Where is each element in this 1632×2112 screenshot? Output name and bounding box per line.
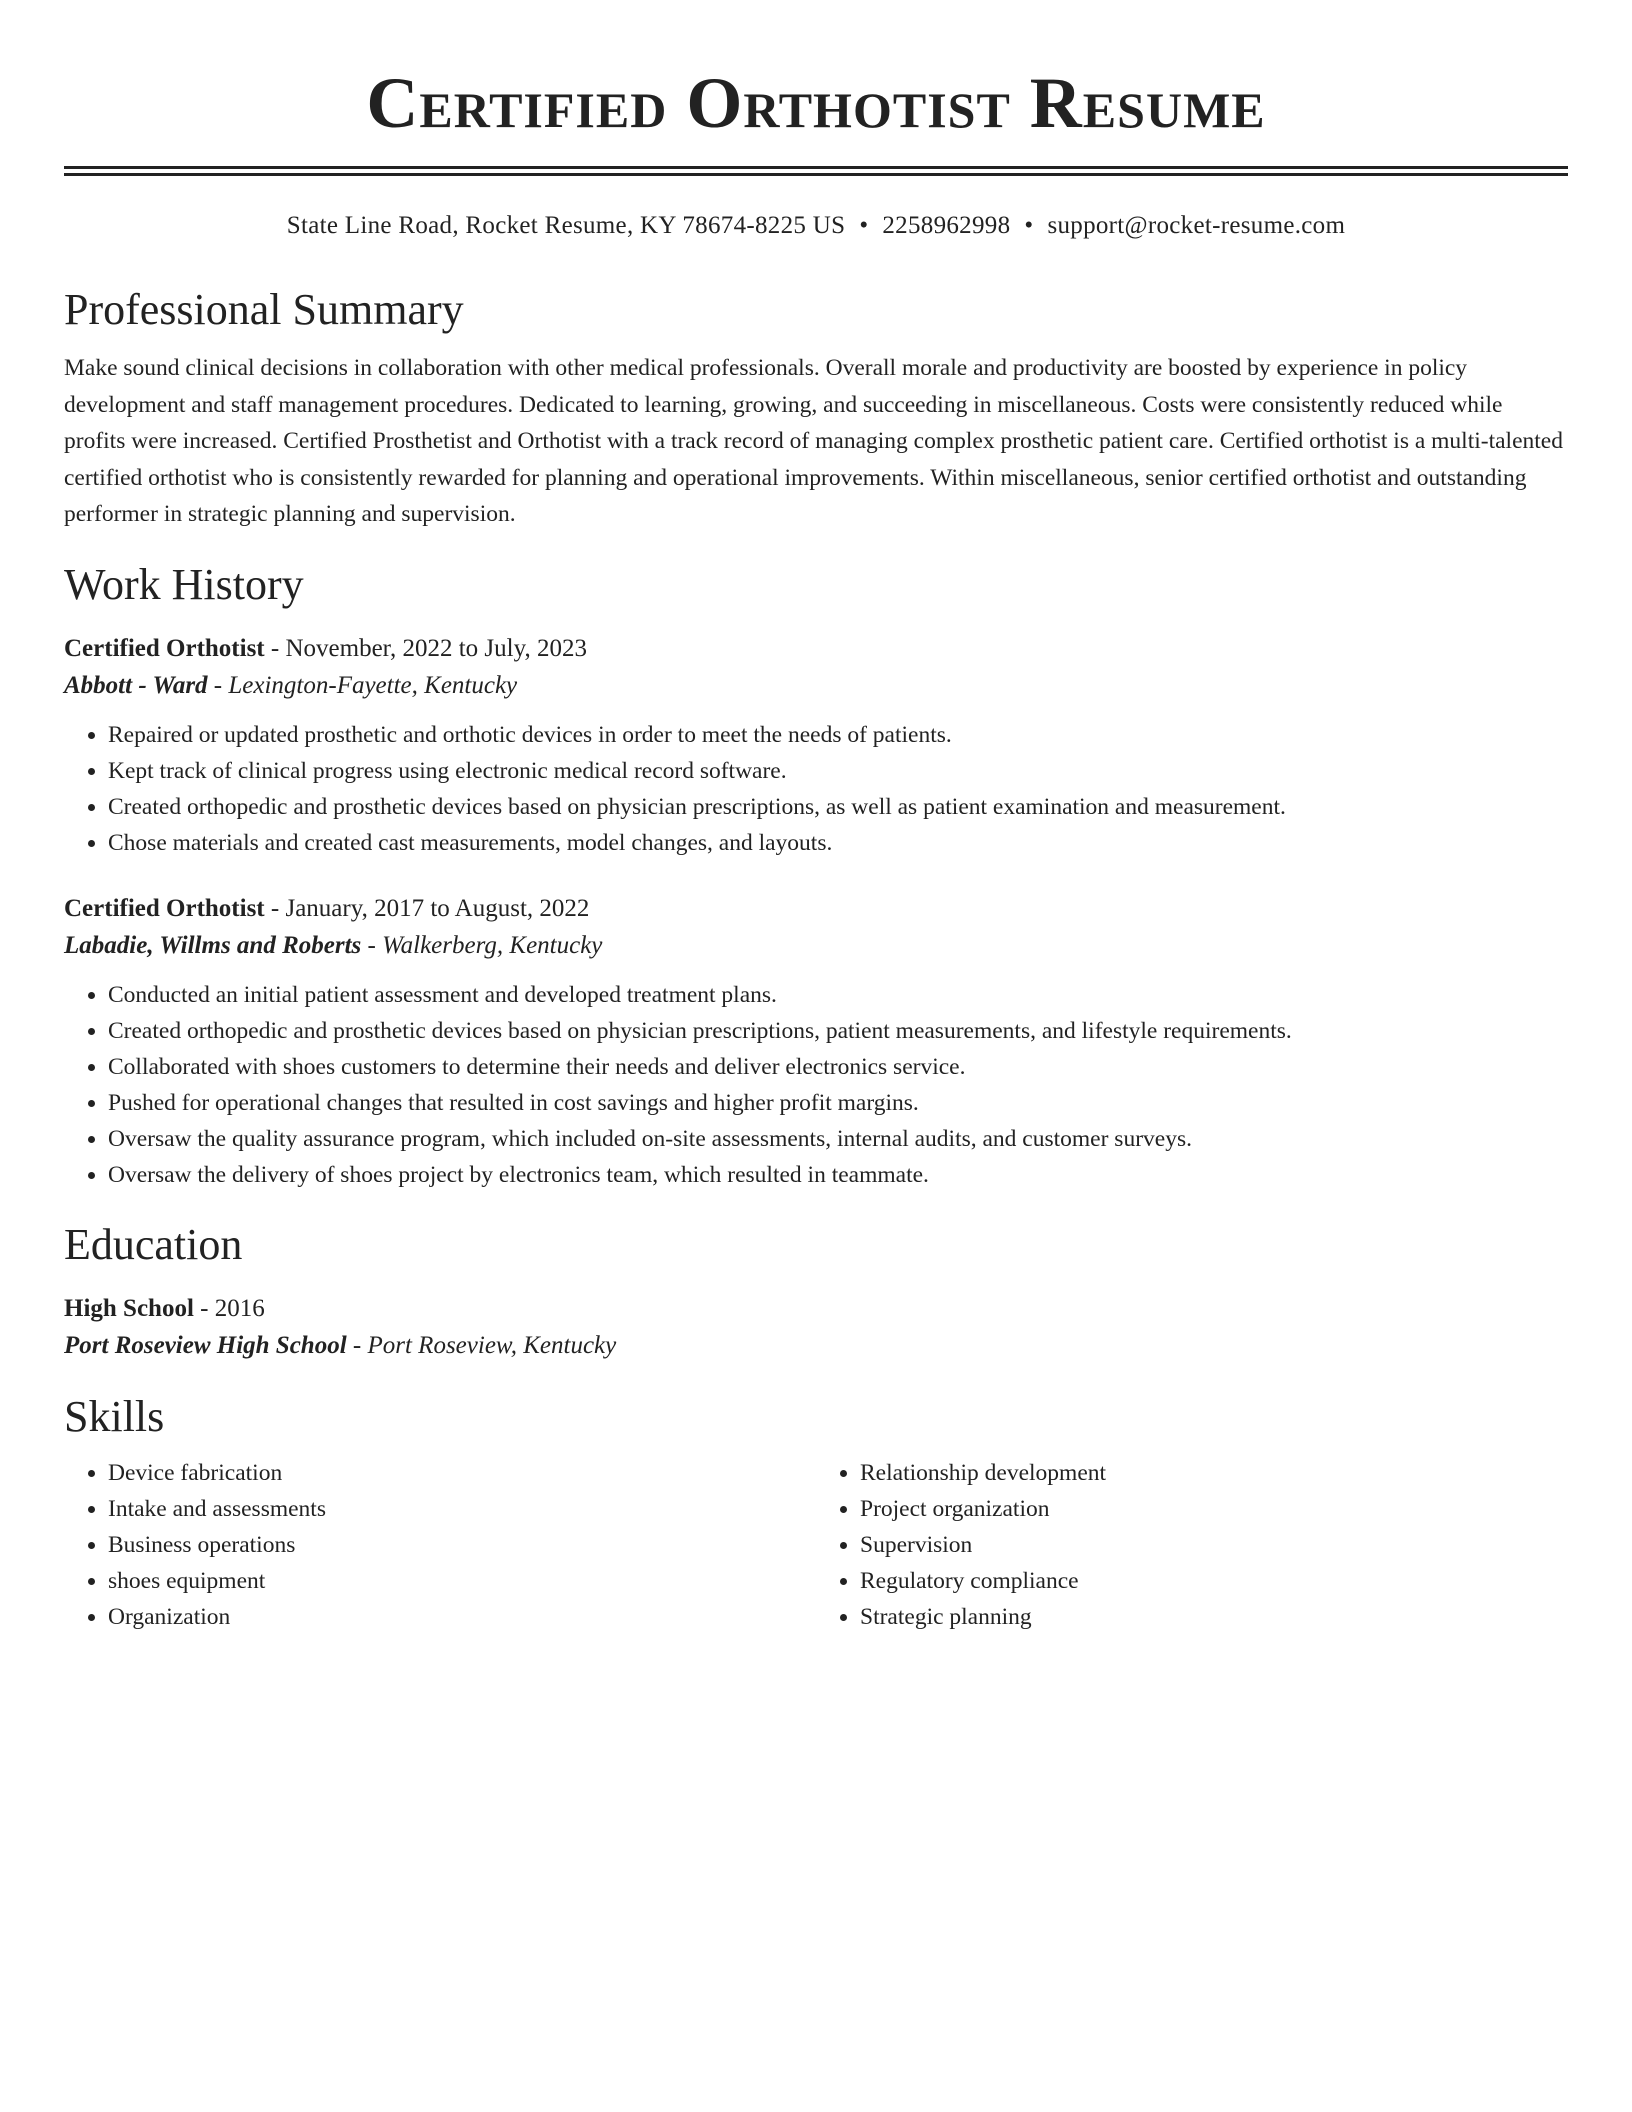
job-location: Lexington-Fayette, Kentucky xyxy=(228,671,518,699)
job-dates: January, 2017 to August, 2022 xyxy=(285,894,590,922)
company-line xyxy=(64,667,1568,705)
job-bullet: • Collaborated with shoes customers to determine their needs and deliver electronics service. xyxy=(108,1049,1568,1085)
skill-item: • shoes equipment xyxy=(108,1563,816,1599)
summary-heading: Professional Summary xyxy=(64,285,464,334)
dash-separator: - xyxy=(207,671,229,699)
job-bullet-list xyxy=(64,717,1568,861)
dash-separator: - xyxy=(346,1331,368,1359)
skills-grid xyxy=(64,1455,1568,1635)
resume-title: Certified Orthotist Resume xyxy=(366,63,1266,143)
skill-item: • Regulatory compliance xyxy=(860,1563,1568,1599)
dash-separator: - xyxy=(193,1294,215,1322)
skill-item: • Supervision xyxy=(860,1527,1568,1563)
skill-item: • Business operations xyxy=(108,1527,816,1563)
job-title: Certified Orthotist xyxy=(64,634,265,662)
contact-line xyxy=(64,210,1568,242)
skill-item: • Strategic planning xyxy=(860,1599,1568,1635)
job-title: Certified Orthotist xyxy=(64,894,265,922)
job-location: Walkerberg, Kentucky xyxy=(382,931,603,959)
summary-text: Make sound clinical decisions in collaboration with other medical professionals. Overall morale and productivity are boosted by experience in policy development and staff management procedures. Dedicated to learning, growing, and succeeding in miscellaneous. Costs were consistently reduced while profits were increased. Certified Prosthetist and Orthotist with a track record of managing complex prosthetic patient care. Certified orthotist is a multi-talented certified orthotist who is consistently rewarded for planning and operational improvements. Within miscellaneous, senior certified orthotist and outstanding performer in strategic planning and supervision. xyxy=(64,355,1563,527)
contact-phone: 2258962998 xyxy=(882,212,1011,239)
contact-separator: • xyxy=(1024,212,1034,239)
contact-email: support@rocket-resume.com xyxy=(1047,212,1346,239)
company-line xyxy=(64,927,1568,965)
dash-separator: - xyxy=(264,894,286,922)
education-school-line xyxy=(64,1327,1568,1365)
job-bullet-list xyxy=(64,977,1568,1193)
education-degree: High School xyxy=(64,1294,194,1322)
job-bullet: • Created orthopedic and prosthetic devices based on physician prescriptions, as well as patient examination and measurement. xyxy=(108,789,1568,825)
skill-item: • Intake and assessments xyxy=(108,1491,816,1527)
job-bullet: • Pushed for operational changes that resulted in cost savings and higher profit margins. xyxy=(108,1085,1568,1121)
education-degree-line xyxy=(64,1291,1568,1327)
job-entry xyxy=(64,891,1568,1193)
education-location: Port Roseview, Kentucky xyxy=(367,1331,617,1359)
contact-separator: • xyxy=(859,212,869,239)
job-bullet: • Oversaw the quality assurance program, which included on-site assessments, internal audits, and customer surveys. xyxy=(108,1121,1568,1157)
job-title-line xyxy=(64,631,1568,667)
company-name: Abbott - Ward xyxy=(64,671,208,699)
skills-list-right xyxy=(816,1455,1568,1635)
dash-separator: - xyxy=(264,634,286,662)
skill-item: • Organization xyxy=(108,1599,816,1635)
job-title-line xyxy=(64,891,1568,927)
title-divider xyxy=(64,166,1568,176)
work-history-heading: Work History xyxy=(64,559,304,609)
skills-heading: Skills xyxy=(64,1391,165,1441)
skill-item: • Device fabrication xyxy=(108,1455,816,1491)
job-bullet: • Oversaw the delivery of shoes project by electronics team, which resulted in teammate. xyxy=(108,1157,1568,1193)
company-name: Labadie, Willms and Roberts xyxy=(64,931,362,959)
job-bullet: • Conducted an initial patient assessment and developed treatment plans. xyxy=(108,977,1568,1013)
contact-address: State Line Road, Rocket Resume, KY 78674-8225 US xyxy=(286,212,846,239)
education-heading: Education xyxy=(64,1219,243,1269)
job-bullet: • Repaired or updated prosthetic and orthotic devices in order to meet the needs of patients. xyxy=(108,717,1568,753)
skill-item: • Relationship development xyxy=(860,1455,1568,1491)
dash-separator: - xyxy=(361,931,383,959)
job-bullet: • Chose materials and created cast measurements, model changes, and layouts. xyxy=(108,825,1568,861)
job-entry xyxy=(64,631,1568,861)
education-school: Port Roseview High School xyxy=(64,1331,347,1359)
job-bullet: • Kept track of clinical progress using electronic medical record software. xyxy=(108,753,1568,789)
skills-list-left xyxy=(64,1455,816,1635)
skill-item: • Project organization xyxy=(860,1491,1568,1527)
education-year: 2016 xyxy=(214,1294,265,1322)
job-dates: November, 2022 to July, 2023 xyxy=(285,634,587,662)
job-bullet: • Created orthopedic and prosthetic devices based on physician prescriptions, patient measurements, and lifestyle requirements. xyxy=(108,1013,1568,1049)
